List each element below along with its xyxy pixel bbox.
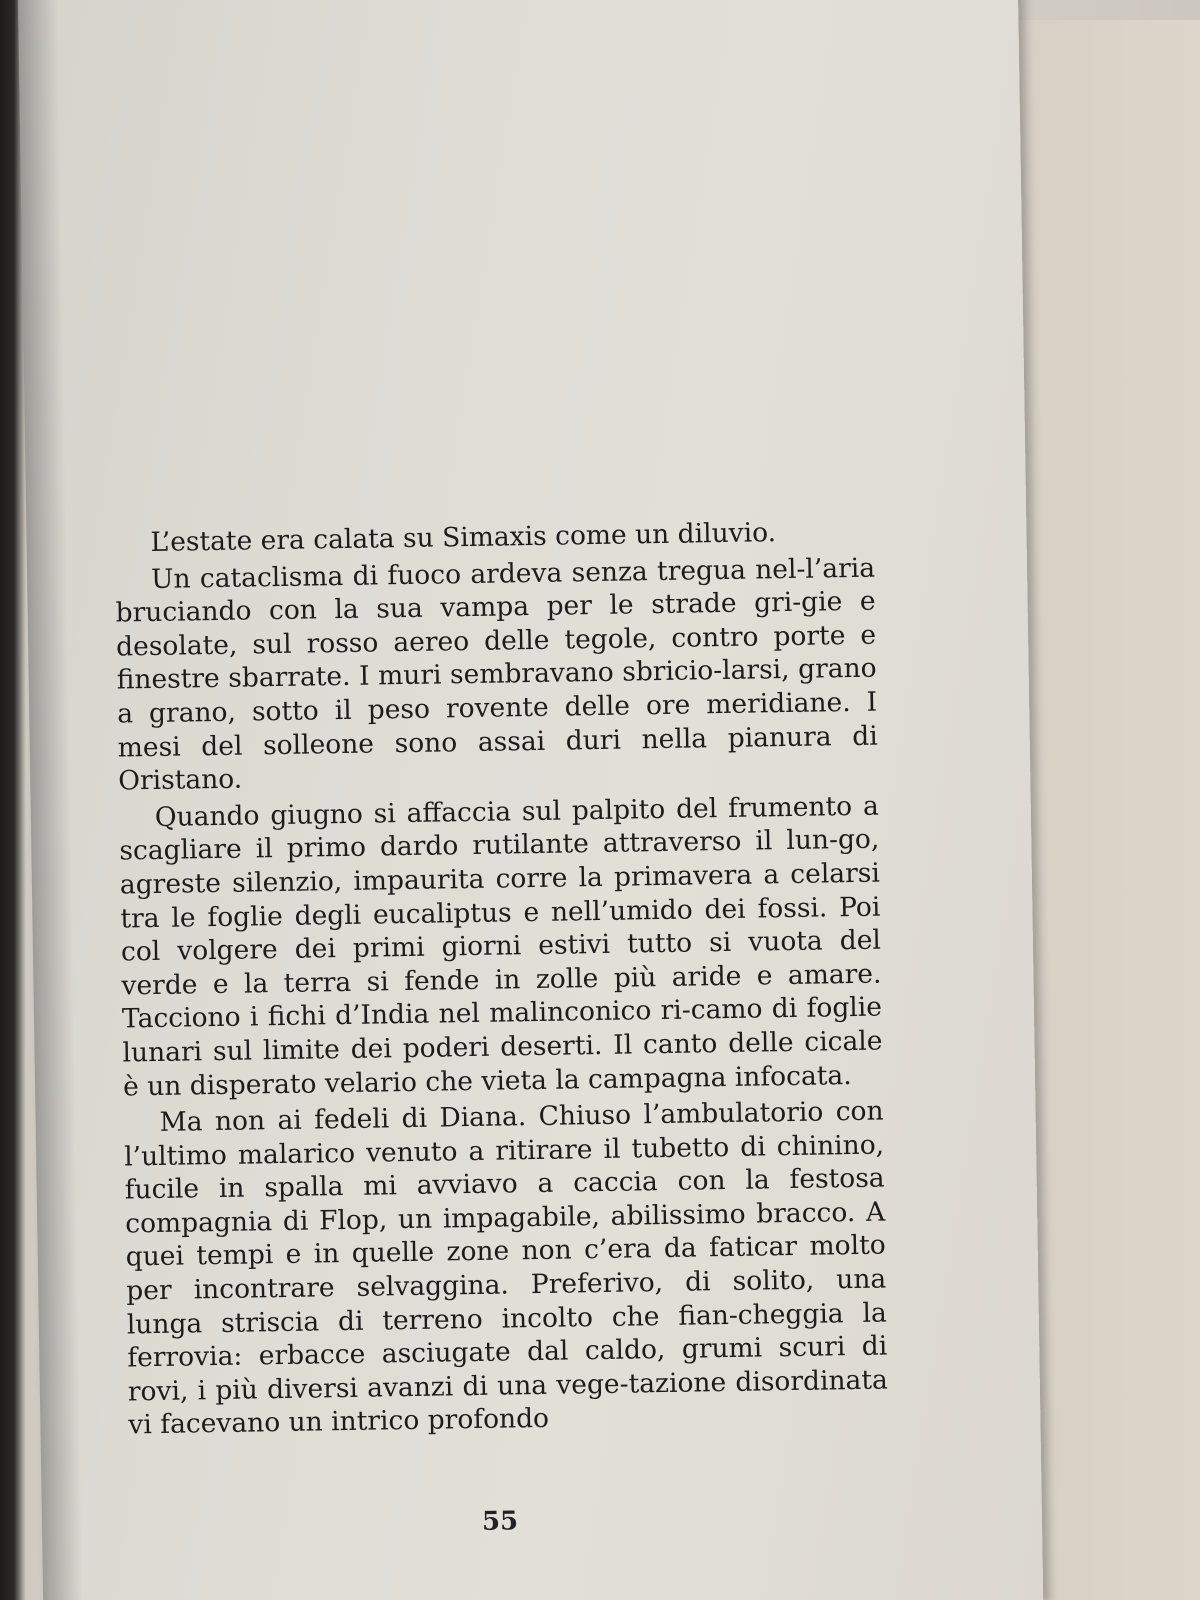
- paragraph-3: Quando giugno si affaccia sul palpito del frumento a scagliare il primo dardo rutilante attraverso il lun-go, agreste silenzio, impaurita corre la primavera a celarsi tra le foglie degli eucaliptus e nell’umido dei fossi. Poi col volgere dei primi giorni estivi tutto si vuota del verde e la terra si fende in zolle più aride e amare. Tacciono i fichi d’India nel malinconico ri-camo di foglie lunari sul limite dei poderi deserti. Il canto delle cicale è un disperato velario che vieta la campagna infocata.: [119, 790, 883, 1102]
- paragraph-2: Un cataclisma di fuoco ardeva senza tregua nel-l’aria bruciando con la sua vampa per le strade gri-gie e desolate, sul rosso aereo delle tegole, contro porte e finestre sbarrate. I muri sembravano sbricio-larsi, grano a grano, sotto il peso rovente delle ore meridiane. I mesi del solleone sono assai duri nella pianura di Oristano.: [115, 552, 878, 797]
- book-page: [18, 0, 1043, 1600]
- paragraph-4: Ma non ai fedeli di Diana. Chiuso l’ambulatorio con l’ultimo malarico venuto a ritirare il tubetto di chinino, fucile in spalla mi avviavo a caccia con la festosa compagnia di Flop, un impagabile, abilissimo bracco. A quei tempi e in quelle zone non c’era da faticar molto per incontrare selvaggina. Preferivo, di solito, una lunga striscia di terreno incolto che fian-cheggia la ferrovia: erbacce asciugate dal caldo, grumi scuri di rovi, i più diversi avanzi di una vege-tazione disordinata vi facevano un intrico profondo: [123, 1095, 889, 1441]
- body-text: [114, 515, 888, 1446]
- paragraph-1: L’estate era calata su Simaxis come un diluvio.: [150, 517, 777, 558]
- page-number: 55: [481, 1506, 519, 1537]
